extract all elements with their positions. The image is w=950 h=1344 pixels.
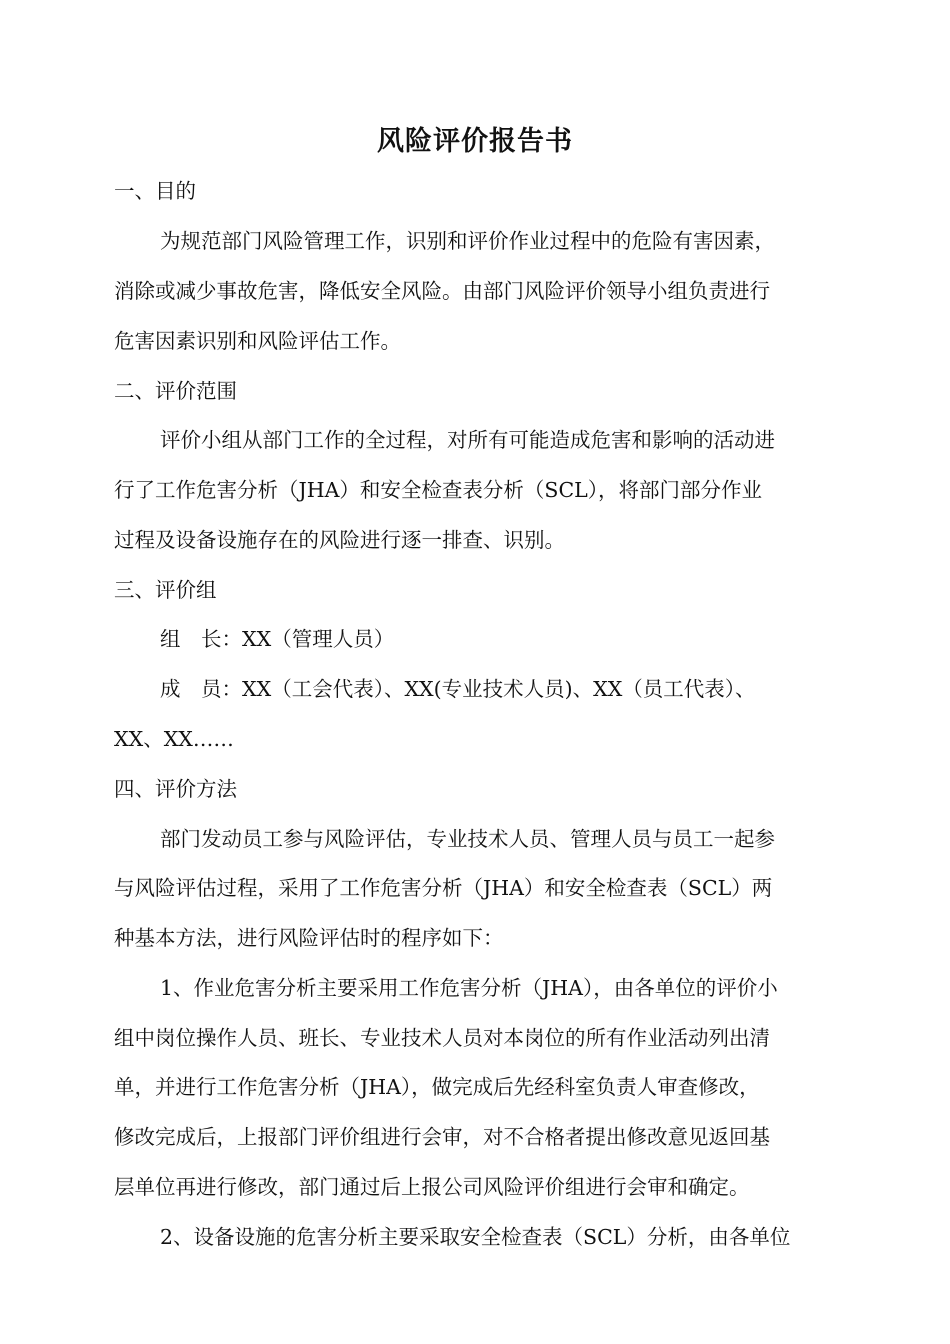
- paragraph-line: 1、作业危害分析主要采用工作危害分析（JHA），由各单位的评价小: [160, 976, 778, 1000]
- section-heading-method: 四、评价方法: [114, 777, 237, 801]
- paragraph-line: 组中岗位操作人员、班长、专业技术人员对本岗位的所有作业活动列出清: [114, 1026, 770, 1050]
- paragraph-line: 消除或减少事故危害，降低安全风险。由部门风险评价领导小组负责进行: [114, 279, 770, 303]
- paragraph-line: 与风险评估过程，采用了工作危害分析（JHA）和安全检查表（SCL）两: [114, 876, 773, 900]
- section-heading-team: 三、评价组: [114, 578, 217, 602]
- paragraph-line: 部门发动员工参与风险评估，专业技术人员、管理人员与员工一起参: [160, 827, 775, 851]
- paragraph-line: 行了工作危害分析（JHA）和安全检查表分析（SCL），将部门部分作业: [114, 478, 762, 502]
- paragraph-line: 种基本方法，进行风险评估时的程序如下：: [114, 926, 504, 950]
- team-members-line-continued: XX、XX……: [114, 727, 234, 751]
- section-heading-scope: 二、评价范围: [114, 379, 237, 403]
- paragraph-line: 评价小组从部门工作的全过程，对所有可能造成危害和影响的活动进: [160, 428, 775, 452]
- team-leader-line: 组 长：XX（管理人员）: [160, 627, 395, 651]
- paragraph-line: 过程及设备设施存在的风险进行逐一排查、识别。: [114, 528, 565, 552]
- paragraph-line: 2、设备设施的危害分析主要采取安全检查表（SCL）分析，由各单位: [160, 1225, 791, 1249]
- paragraph-line: 危害因素识别和风险评估工作。: [114, 329, 401, 353]
- paragraph-line: 单，并进行工作危害分析（JHA），做完成后先经科室负责人审查修改，: [114, 1075, 760, 1099]
- paragraph-line: 修改完成后，上报部门评价组进行会审，对不合格者提出修改意见返回基: [114, 1125, 770, 1149]
- paragraph-line: 层单位再进行修改，部门通过后上报公司风险评价组进行会审和确定。: [114, 1175, 750, 1199]
- paragraph-line: 为规范部门风险管理工作，识别和评价作业过程中的危险有害因素，: [160, 229, 775, 253]
- section-heading-purpose: 一、目的: [114, 179, 196, 203]
- team-members-line: 成 员：XX（工会代表）、XX(专业技术人员)、XX（员工代表）、: [160, 677, 756, 701]
- document-title: 风险评价报告书: [377, 126, 573, 157]
